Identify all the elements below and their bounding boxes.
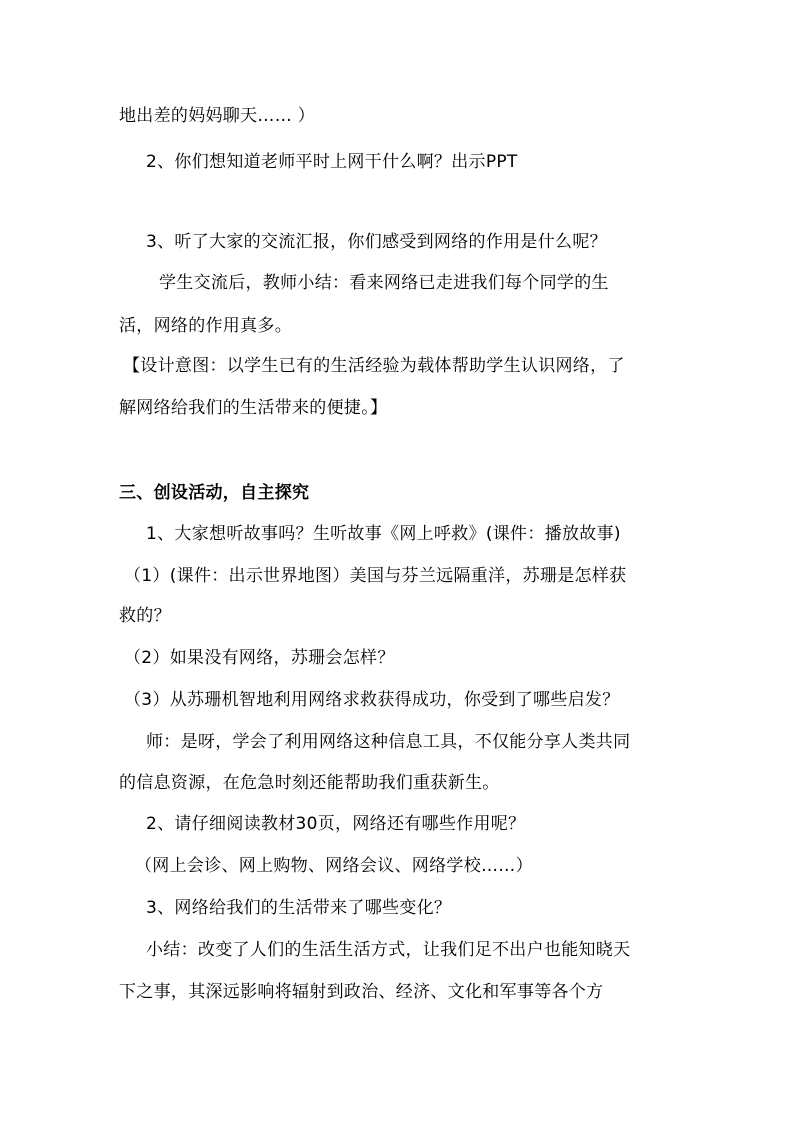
text-line: 下之事，其深远影响将辐射到政治、经济、文化和军事等各个方 (119, 982, 604, 1002)
text-line: 活，网络的作用真多。 (119, 316, 292, 336)
text-line: 1、大家想听故事吗？生听故事《网上呼救》(课件：播放故事) (146, 524, 621, 544)
text-line: （2）如果没有网络，苏珊会怎样？ (124, 648, 395, 668)
text-line: 3、听了大家的交流汇报，你们感受到网络的作用是什么呢？ (146, 232, 607, 252)
design-intent-note: 解网络给我们的生活带来的便捷。】 (119, 398, 388, 418)
text-line: 救的？ (119, 606, 171, 626)
text-line: 小结：改变了人们的生活生活方式，让我们足不出户也能知晓天 (146, 940, 631, 960)
design-intent-note: 【设计意图：以学生已有的生活经验为载体帮助学生认识网络，了 (123, 356, 625, 376)
text-line: 的信息资源，在危急时刻还能帮助我们重获新生。 (119, 773, 500, 793)
text-line: 学生交流后，教师小结：看来网络已走进我们每个同学的生 (159, 273, 609, 293)
text-line: 地出差的妈妈聊天…… ） (119, 106, 316, 126)
text-line: （3）从苏珊机智地利用网络求救获得成功，你受到了哪些启发？ (124, 690, 620, 710)
text-line: 师：是呀，学会了利用网络这种信息工具，不仅能分享人类共同 (146, 732, 631, 752)
text-line: （1）(课件：出示世界地图）美国与芬兰远隔重洋，苏珊是怎样获 (124, 566, 627, 586)
text-line: 2、请仔细阅读教材30页，网络还有哪些作用呢？ (146, 814, 526, 834)
text-line: 3、网络给我们的生活带来了哪些变化？ (146, 898, 452, 918)
text-line: （网上会诊、网上购物、网络会议、网络学校……） (135, 856, 533, 876)
section-heading: 三、创设活动，自主探究 (119, 483, 310, 503)
text-line: 2、你们想知道老师平时上网干什么啊？出示PPT (146, 152, 518, 172)
